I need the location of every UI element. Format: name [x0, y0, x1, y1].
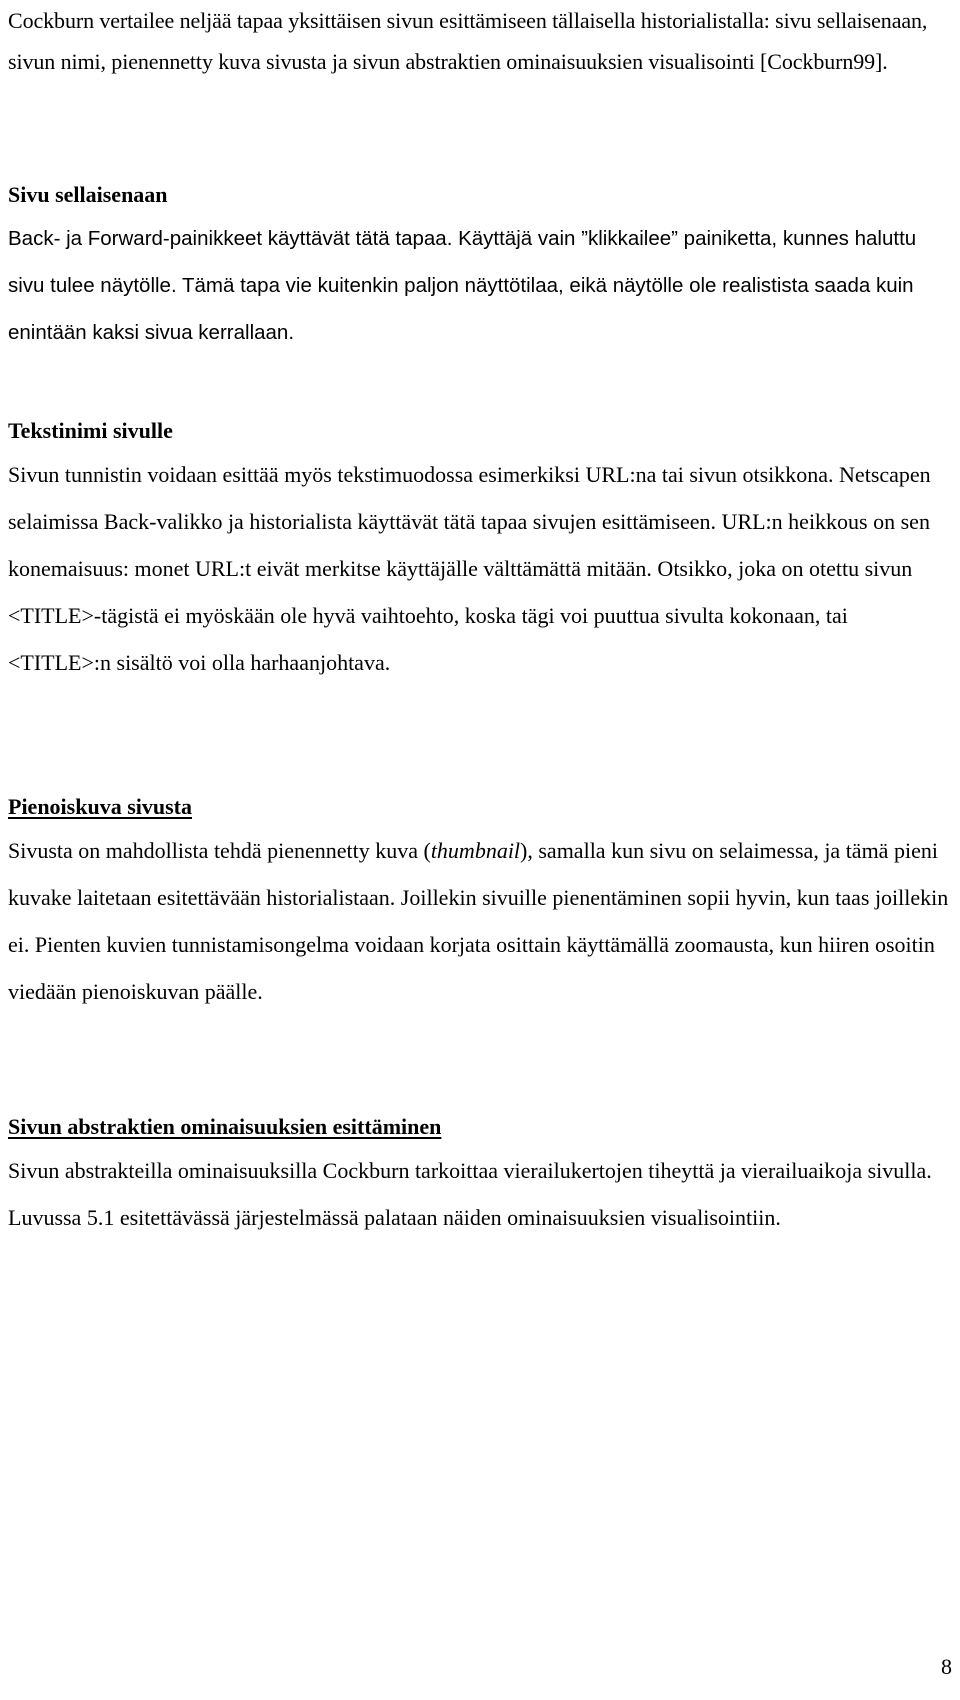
- section-body: Sivun tunnistin voidaan esittää myös tekstimuodossa esimerkiksi URL:na tai sivun otsikkona. Netscapen selaimissa Back-valikko ja historialista käyttävät tätä tapaa sivujen esittämiseen. URL:n heikkous on sen konemaisuus: monet URL:t eivät merkitse käyttäjälle välttämättä mitään. Otsikko, joka on otettu sivun <TITLE>-tägistä ei myöskään ole hyvä vaihtoehto, koska tägi voi puuttua sivulta kokonaan, tai <TITLE>:n sisältö voi olla harhaanjohtava.: [8, 462, 931, 675]
- section-abstract-properties: [8, 1106, 952, 1241]
- section-heading: Sivun abstraktien ominaisuuksien esittäminen: [8, 1114, 442, 1139]
- section-body-italic: thumbnail: [430, 838, 521, 863]
- section-body: [8, 827, 952, 1015]
- section-body-text: Sivusta on mahdollista tehdä pienennetty kuva (: [8, 838, 431, 863]
- section-page-as-is: [8, 174, 952, 356]
- section-heading: Sivu sellaisenaan: [8, 182, 168, 207]
- section-thumbnail: [8, 786, 952, 1015]
- page-number: 8: [941, 1654, 952, 1679]
- section-heading: Tekstinimi sivulle: [8, 418, 173, 443]
- section-body: Sivun abstrakteilla ominaisuuksilla Cockburn tarkoittaa vierailukertojen tiheyttä ja vierailuaikoja sivulla. Luvussa 5.1 esitettävässä järjestelmässä palataan näiden ominaisuuksien visualisointiin.: [8, 1158, 932, 1230]
- intro-paragraph: Cockburn vertailee neljää tapaa yksittäisen sivun esittämiseen tällaisella historialistalla: sivu sellaisenaan, sivun nimi, pienennetty kuva sivusta ja sivun abstraktien ominaisuuksien visualisointi [Cockburn99].: [8, 8, 928, 74]
- document-page: [8, 0, 952, 1230]
- section-body-text: ), samalla kun sivu on selaimessa, ja tämä pieni kuvake laitetaan esitettävään historialistaan. Joillekin sivuille pienentäminen sopii hyvin, kun taas joillekin ei. Pienten kuvien tunnistamisongelma voidaan korjata osittain käyttämällä zoomausta, kun hiiren osoitin viedään pienoiskuvan päälle.: [8, 838, 949, 1004]
- section-body: Back- ja Forward-painikkeet käyttävät tätä tapaa. Käyttäjä vain ”klikkailee” painiketta, kunnes haluttu sivu tulee näytölle. Tämä tapa vie kuitenkin paljon näyttötilaa, eikä näytölle ole realistista saada kuin enintään kaksi sivua kerrallaan.: [8, 227, 917, 344]
- section-heading: Pienoiskuva sivusta: [8, 794, 192, 819]
- section-text-name: [8, 410, 952, 686]
